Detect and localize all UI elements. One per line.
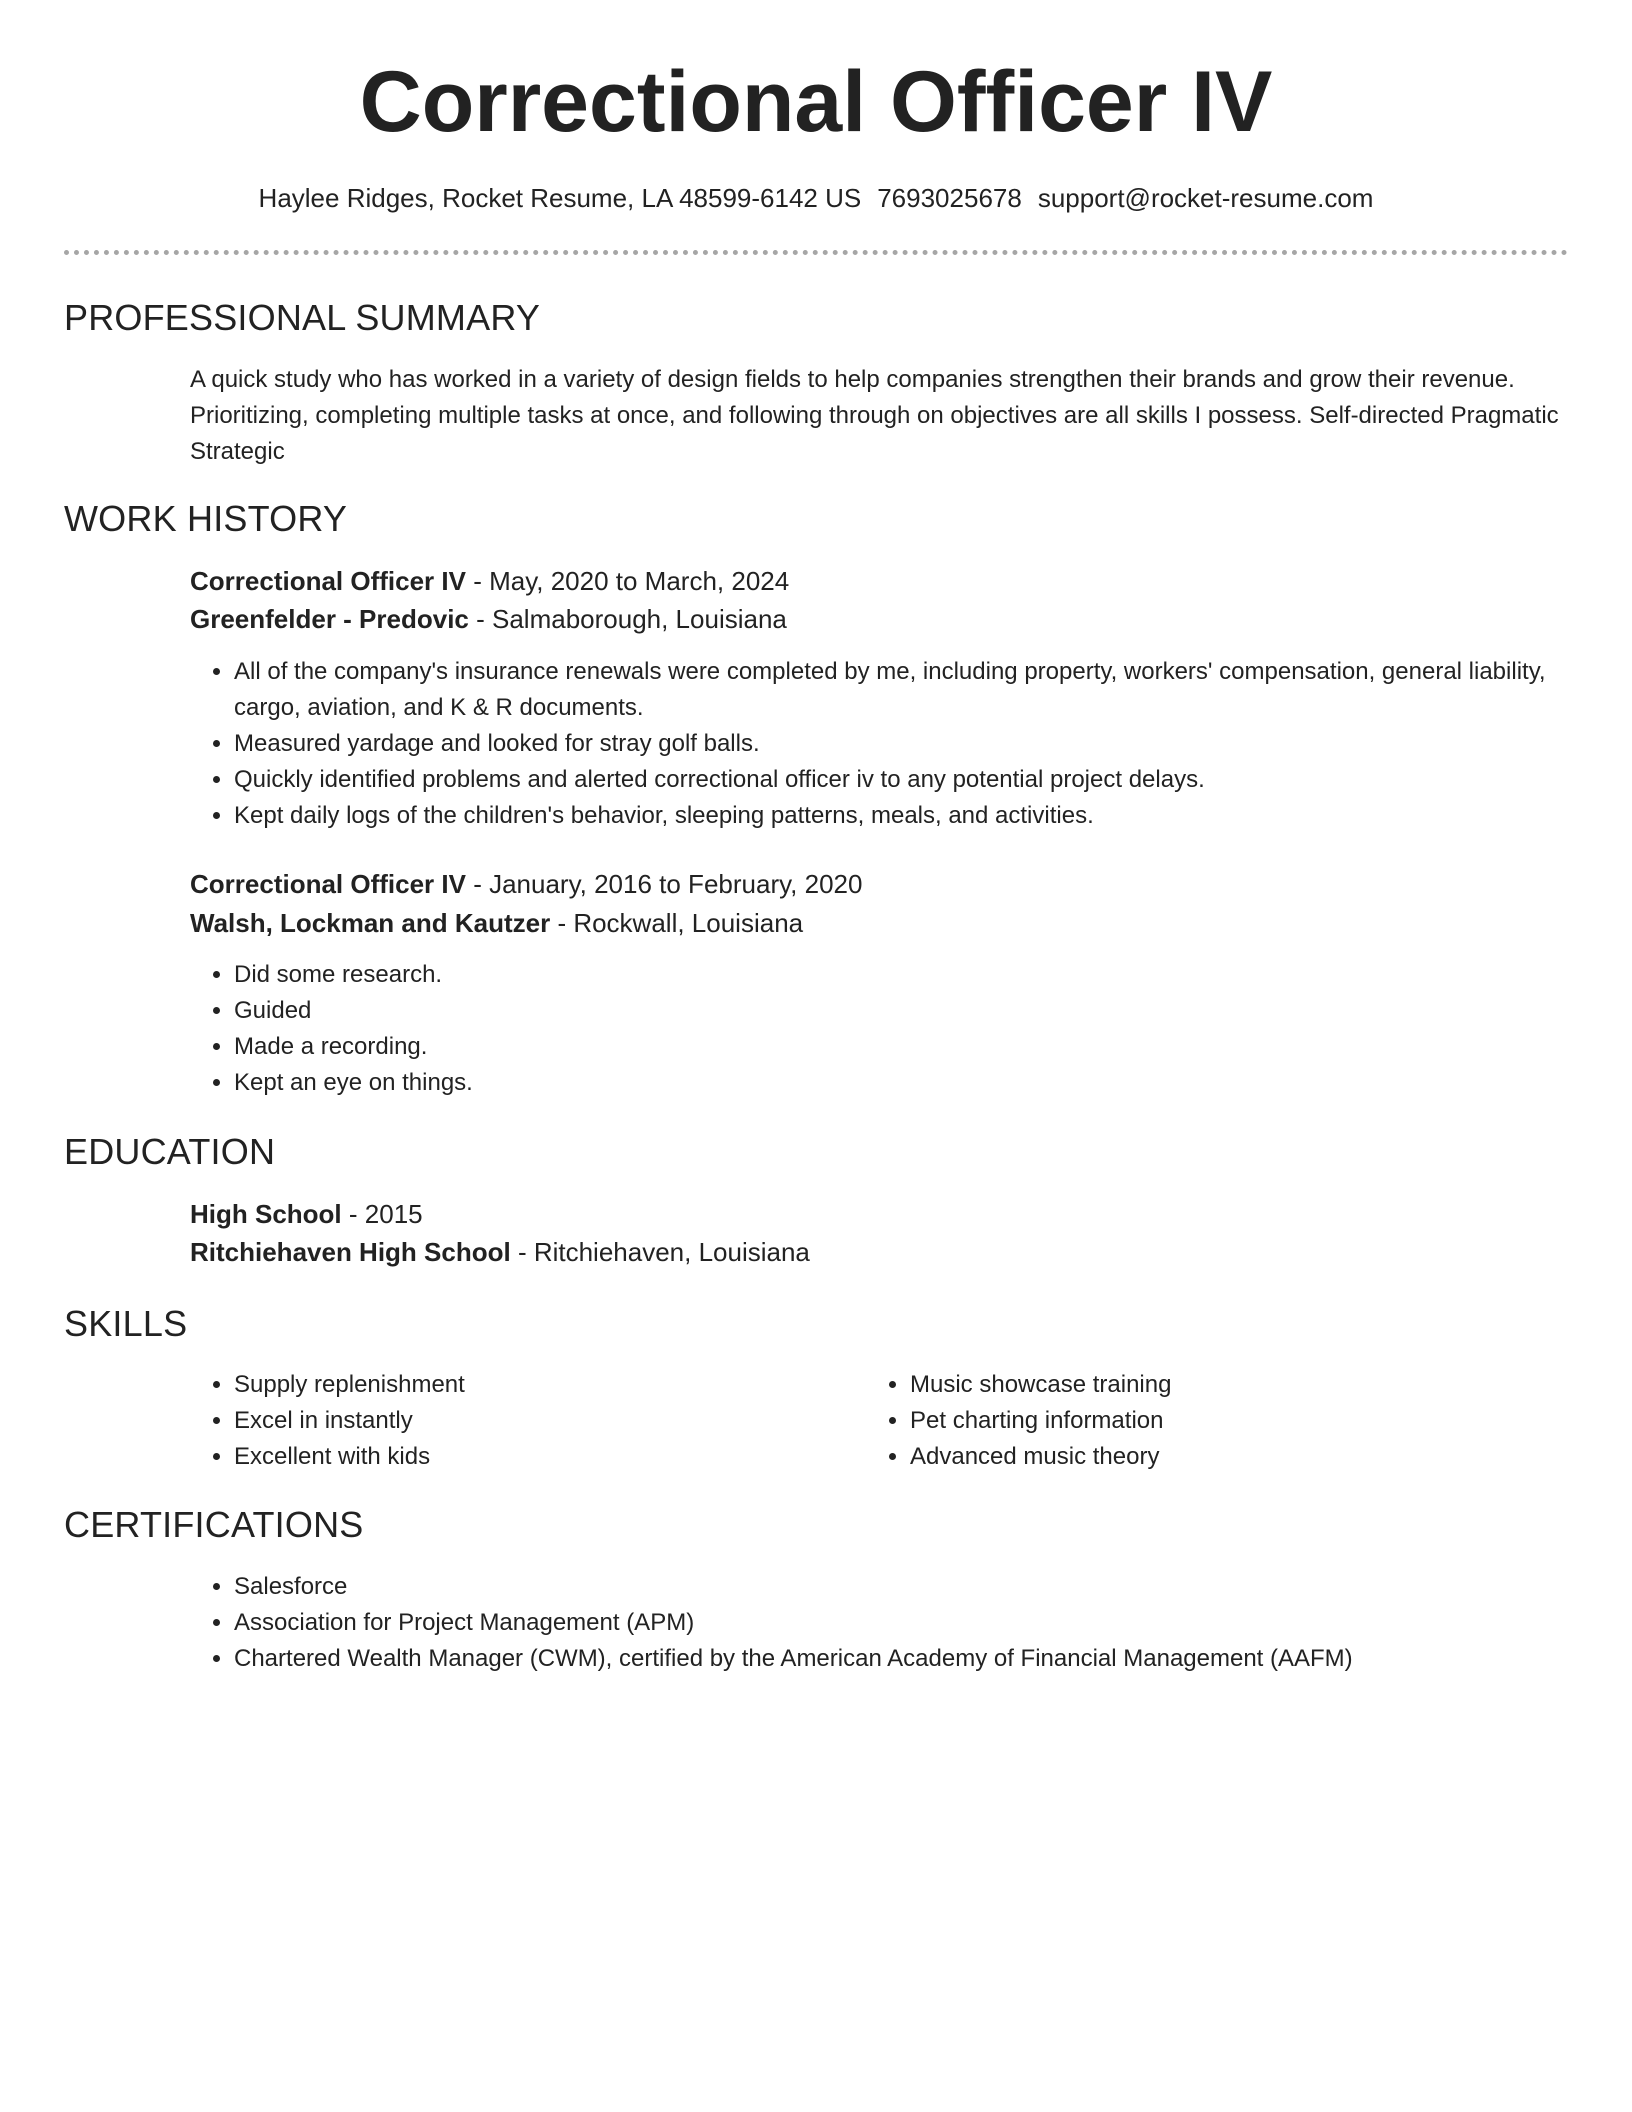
job-bullet: • Kept an eye on things. (234, 1065, 1574, 1101)
contact-address: Haylee Ridges, Rocket Resume, LA 48599-6142 US (258, 183, 862, 213)
education-degree-line (190, 1196, 423, 1232)
summary-text: A quick study who has worked in a variety of design fields to help companies strengthen their brands and grow their revenue. Prioritizing, completing multiple tasks at once, and following through on objectives are all skills I possess. Self-directed Pragmatic Strategic (190, 366, 1559, 465)
contact-info (0, 180, 1632, 216)
job-bullet: • Measured yardage and looked for stray golf balls. (234, 726, 1574, 762)
page-title: Correctional Officer IV (359, 54, 1273, 150)
job-bullet: • Guided (234, 993, 1574, 1029)
job-dates: - January, 2016 to February, 2020 (465, 869, 863, 899)
job-company-line (190, 601, 787, 637)
job-title-line (190, 563, 789, 599)
summary-heading: PROFESSIONAL SUMMARY (64, 297, 541, 338)
job-title: Correctional Officer IV (190, 566, 466, 596)
certifications-list (190, 1569, 1574, 1677)
skill-item: • Supply replenishment (234, 1367, 854, 1403)
certification-item: • Association for Project Management (APM) (234, 1605, 1574, 1641)
skills-heading: SKILLS (64, 1303, 188, 1344)
education-heading: EDUCATION (64, 1131, 276, 1172)
header-divider (64, 250, 1568, 255)
work-history-heading: WORK HISTORY (64, 498, 348, 539)
skill-item: • Advanced music theory (910, 1439, 1530, 1475)
certification-item: • Chartered Wealth Manager (CWM), certified by the American Academy of Financial Management (AAFM) (234, 1641, 1574, 1677)
certifications-heading: CERTIFICATIONS (64, 1504, 364, 1545)
job-bullets (190, 957, 1574, 1101)
job-title-line (190, 866, 862, 902)
job-company-line (190, 905, 803, 941)
skills-list-left (190, 1367, 854, 1475)
education-location: - Ritchiehaven, Louisiana (510, 1237, 810, 1267)
job-dates: - May, 2020 to March, 2024 (465, 566, 790, 596)
skill-item: • Pet charting information (910, 1403, 1530, 1439)
job-company: Greenfelder - Predovic (190, 604, 469, 634)
education-year: - 2015 (341, 1199, 423, 1229)
skill-item: • Excel in instantly (234, 1403, 854, 1439)
skill-item: • Excellent with kids (234, 1439, 854, 1475)
job-location: - Rockwall, Louisiana (550, 908, 804, 938)
job-company: Walsh, Lockman and Kautzer (190, 908, 551, 938)
job-bullet: • Kept daily logs of the children's behavior, sleeping patterns, meals, and activities. (234, 798, 1574, 834)
job-bullets (190, 654, 1574, 834)
skills-list-right (866, 1367, 1530, 1475)
contact-email: support@rocket-resume.com (1037, 183, 1374, 213)
job-bullet: • Did some research. (234, 957, 1574, 993)
job-location: - Salmaborough, Louisiana (468, 604, 787, 634)
job-title: Correctional Officer IV (190, 869, 466, 899)
contact-phone: 7693025678 (877, 183, 1022, 213)
education-degree: High School (190, 1199, 342, 1229)
skill-item: • Music showcase training (910, 1367, 1530, 1403)
job-bullet: • Made a recording. (234, 1029, 1574, 1065)
job-bullet: • Quickly identified problems and alerted correctional officer iv to any potential project delays. (234, 762, 1574, 798)
job-bullet: • All of the company's insurance renewals were completed by me, including property, workers' compensation, general liability, cargo, aviation, and K & R documents. (234, 654, 1574, 726)
certification-item: • Salesforce (234, 1569, 1574, 1605)
education-school: Ritchiehaven High School (190, 1237, 511, 1267)
education-school-line (190, 1234, 810, 1270)
